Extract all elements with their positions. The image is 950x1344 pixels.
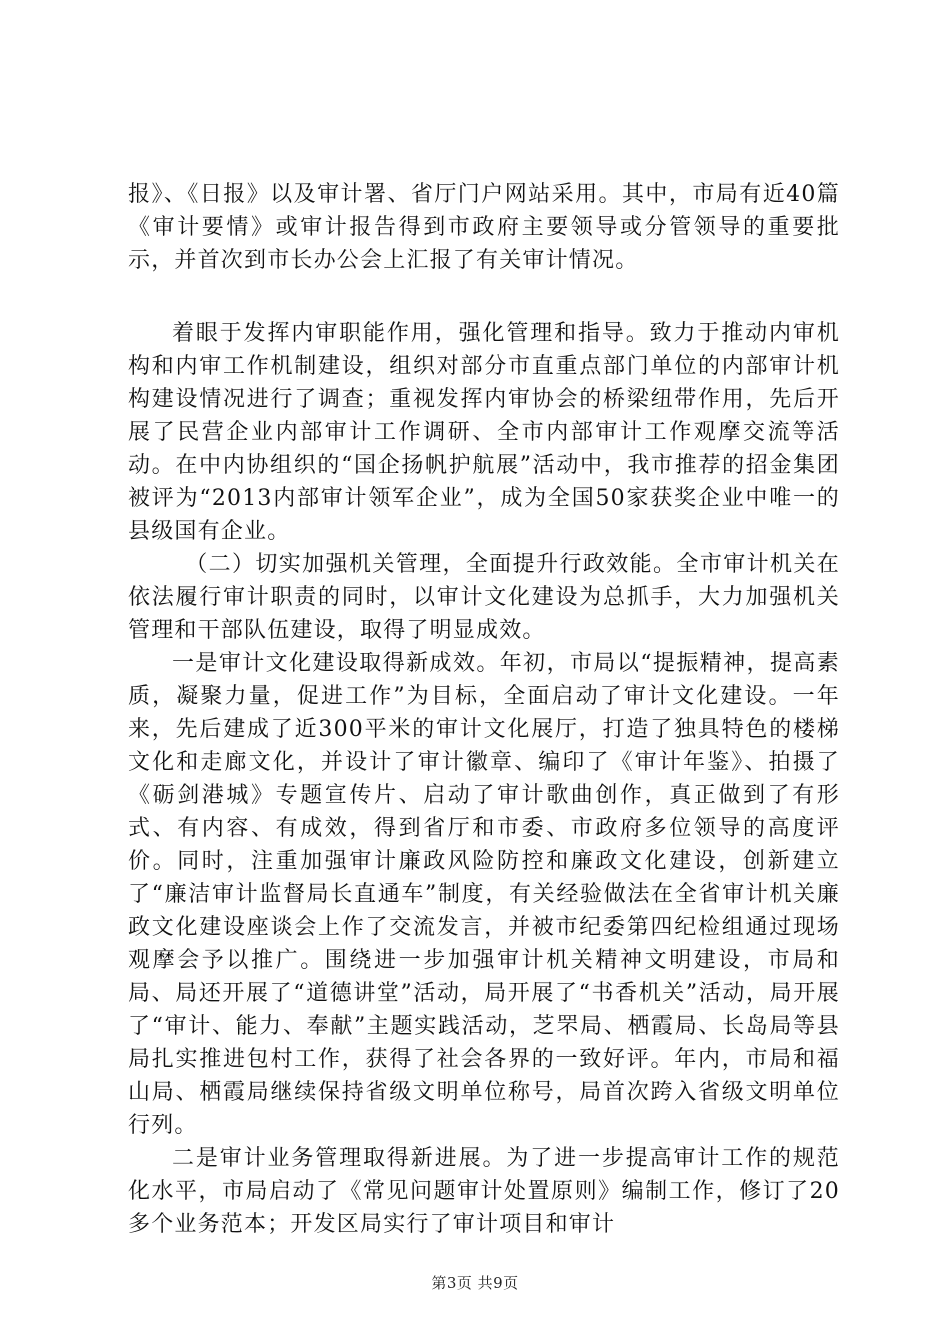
page-number-footer: 第3页 共9页 — [431, 1274, 519, 1292]
paragraph-internal-audit: 着眼于发挥内审职能作用，强化管理和指导。致力于推动内审机构和内审工作机制建设，组织对部分市直重点部门单位的内部审计机构建设情况进行了调查；重视发挥内审协会的桥梁纽带作用，先后开展了民营企业内部审计工作调研、全市内部审计工作观摩交流等活动。在中内协组织的“国企扬帆护航展”活动中，我市推荐的招金集团被评为“2013内部审计领军企业”，成为全国50家获奖企业中唯一的县级国有企业。 — [128, 321, 840, 544]
paragraph-audit-business: 二是审计业务管理取得新进展。为了进一步提高审计工作的规范化水平，市局启动了《常见问题审计处置原则》编制工作，修订了20多个业务范本；开发区局实行了审计项目和审计 — [128, 1146, 840, 1237]
paragraph-audit-culture: 一是审计文化建设取得新成效。年初，市局以“提振精神，提高素质，凝聚力量，促进工作”为目标，全面启动了审计文化建设。一年来，先后建成了近300平米的审计文化展厅，打造了独具特色的楼梯文化和走廊文化，并设计了审计徽章、编印了《审计年鉴》、拍摄了《砺剑港城》专题宣传片、启动了审计歌曲创作，真正做到了有形式、有内容、有成效，得到省厅和市委、市政府多位领导的高度评价。同时，注重加强审计廉政风险防控和廉政文化建设，创新建立了“廉洁审计监督局长直通车”制度，有关经验做法在全省审计机关廉政文化建设座谈会上作了交流发言，并被市纪委第四纪检组通过现场观摩会予以推广。围绕进一步加强审计机关精神文明建设，市局和局、局还开展了“道德讲堂”活动，局开展了“书香机关”活动，局开展了“审计、能力、奉献”主题实践活动，芝罘局、栖霞局、长岛局等县局扎实推进包村工作，获得了社会各界的一致好评。年内，市局和福山局、栖霞局继续保持省级文明单位称号，局首次跨入省级文明单位行列。 — [128, 651, 840, 1138]
paragraph-continued: 报》、《日报》以及审计署、省厅门户网站采用。其中，市局有近40篇《审计要情》或审计报告得到市政府主要领导或分管领导的重要批示，并首次到市长办公会上汇报了有关审计情况。 — [128, 182, 840, 273]
paragraph-gap — [128, 277, 840, 317]
document-body — [128, 178, 840, 1241]
paragraph-section-two: （二）切实加强机关管理，全面提升行政效能。全市审计机关在依法履行审计职责的同时，以审计文化建设为总抓手，大力加强机关管理和干部队伍建设，取得了明显成效。 — [128, 552, 840, 643]
